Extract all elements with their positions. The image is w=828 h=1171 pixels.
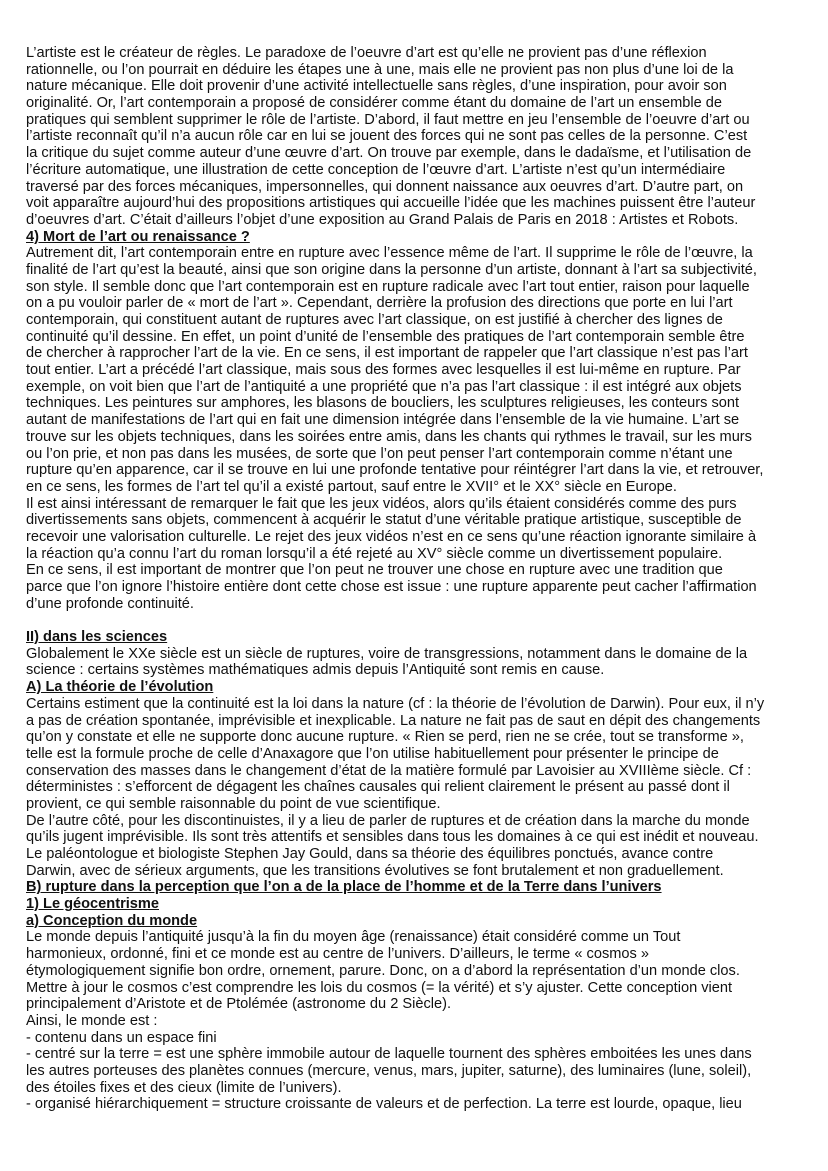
text-line: recevoir une valorisation culturelle. Le rejet des jeux vidéos n’est en ce sens qu’une réaction ignorante similaire à (26, 528, 757, 545)
text-line: des étoiles fixes et des cieux (limite de l’univers). (26, 1079, 342, 1096)
text-line: Mettre à jour le cosmos c’est comprendre les lois du cosmos (= la vérité) et s’y ajuster. Cette conception vient (26, 979, 733, 996)
text-line: son style. Il semble donc que l’art contemporain est en rupture radicale avec l’art tout entier, raison pour laquelle (26, 278, 750, 295)
text-line: De l’autre côté, pour les discontinuistes, il y a lieu de parler de ruptures et de création dans la marche du monde (26, 812, 750, 829)
text-line: finalité de l’art qu’est la beauté, ainsi que son origine dans la personne d’un artiste, donnant à l’art sa subjectivité, (26, 261, 757, 278)
paragraph (26, 245, 818, 495)
text-line: la réaction qu’a connu l’art du roman lorsqu’il a été rejeté au XV° siècle comme un divertissement populaire. (26, 545, 723, 562)
text-line: principalement d’Aristote et de Ptolémée (astronome du 2 Siècle). (26, 996, 452, 1013)
paragraph (26, 813, 818, 880)
text-line: Darwin, avec de sérieux arguments, que les transitions évolutives se font brutalement et non graduellement. (26, 862, 724, 879)
text-line: science : certains systèmes mathématiques admis depuis l’Antiquité sont remis en cause. (26, 662, 605, 679)
text-line: - organisé hiérarchiquement = structure croissante de valeurs et de perfection. La terre est lourde, opaque, lieu (26, 1096, 742, 1113)
text-line: traversé par des forces mécaniques, impersonnelles, qui donnent naissance aux oeuvres d’art. D’autre part, on (26, 178, 744, 195)
text-line: parce que l’on ignore l’histoire entière dont cette chose est issue : une rupture apparente peut cacher l’affirmation (26, 579, 757, 595)
text-line: Ainsi, le monde est : (26, 1012, 158, 1029)
paragraph (26, 1013, 818, 1030)
text-line: a pas de création spontanée, imprévisible et inexplicable. La nature ne fait pas de saut en dépit des changements (26, 712, 761, 729)
section-heading (26, 229, 818, 246)
paragraph (26, 696, 818, 813)
list-item (26, 1030, 818, 1047)
section-heading (26, 679, 818, 696)
text-line: l’artiste reconnaît qu’il n’a aucun rôle car en lui se jouent des forces qui ne sont pas celles de la personne. C’est (26, 128, 748, 145)
text-line: tout entier. L’art a précédé l’art classique, mais sous des formes avec lesquelles il est lui-même en rupture. Par (26, 362, 741, 379)
text-line: nature mécanique. Elle doit provenir d’une activité intellectuelle sans règles, d’une inspiration, pour avoir son (26, 78, 727, 95)
text-line: en ce sens, les formes de l’art tel qu’il a existé partout, sauf entre le XVII° et le XX° siècle en Europe. (26, 478, 677, 495)
text-line: de chercher à rapprocher l’art de la vie. En ce sens, il est important de rappeler que l’art classique n’est pas l’art (26, 345, 748, 362)
paragraph (26, 562, 818, 612)
text-line: 1) Le géocentrisme (26, 896, 160, 913)
text-line: conservation des masses dans le changement d’état de la matière formulé par Lavoisier au XVIIIème siècle. Cf : (26, 762, 752, 779)
text-line: d’oeuvres d’art. C’était d’ailleurs l’objet d’une exposition au Grand Palais de Paris en 2018 : Artistes et Robots. (26, 211, 739, 228)
paragraph (26, 45, 818, 229)
text-line: techniques. Les peintures sur amphores, les blasons de boucliers, les sculptures religieuses, les conteurs sont (26, 395, 740, 412)
text-line: Il est ainsi intéressant de remarquer le fait que les jeux vidéos, alors qu’ils étaient considérés comme des purs (26, 495, 737, 512)
text-line: autant de manifestations de l’art qui en fait une dimension intégrée dans l’ensemble de la vie humaine. L’art se (26, 412, 740, 429)
text-line: pratiques qui semblent supprimer le rôle de l’artiste. D’abord, il faut mettre en jeu l’ensemble de l’oeuvre d’art ou (26, 111, 750, 128)
text-line: originalité. Or, l’art contemporain a proposé de considérer comme étant du domaine de l’art un ensemble de (26, 95, 723, 112)
text-line: les autres porteuses des planètes connues (mercure, venus, mars, jupiter, saturne), des luminaires (lune, soleil), (26, 1062, 752, 1079)
text-line: exemple, on voit bien que l’art de l’antiquité a une propriété que n’a pas l’art classique : il est intégré aux objets (26, 378, 742, 395)
paragraph (26, 646, 818, 679)
text-line: - contenu dans un espace fini (26, 1029, 217, 1046)
text-line: d’une profonde continuité. (26, 595, 194, 612)
text-line: 4) Mort de l’art ou renaissance ? (26, 228, 250, 245)
text-line: voit apparaître aujourd’hui des propositions artistiques qui accueille l’idée que les machines puissent être l’auteur (26, 195, 756, 212)
text-line: Autrement dit, l’art contemporain entre en rupture avec l’essence même de l’art. Il supprime le rôle de l’œuvre, la (26, 245, 753, 262)
text-line: - centré sur la terre = est une sphère immobile autour de laquelle tournent des sphères emboitées les unes dans (26, 1046, 752, 1063)
text-line: L’artiste est le créateur de règles. Le paradoxe de l’oeuvre d’art est qu’elle ne provient pas d’une réflexion (26, 45, 707, 61)
text-line: II) dans les sciences (26, 629, 168, 646)
section-heading (26, 879, 818, 896)
text-line: continuité qu’il dessine. En effet, un point d’unité de l’ensemble des pratiques de l’art contemporain semble être (26, 328, 745, 345)
list-item (26, 1046, 818, 1096)
text-line: En ce sens, il est important de montrer que l’on peut ne trouver une chose en rupture avec une tradition que (26, 562, 723, 579)
text-line: A) La théorie de l’évolution (26, 679, 214, 696)
section-heading (26, 629, 818, 646)
text-line: B) rupture dans la perception que l’on a de la place de l’homme et de la Terre dans l’univers (26, 879, 662, 896)
text-line: ou l’on prie, et non pas dans les musées, de sorte que l’on peut penser l’art contemporain comme n’étant une (26, 445, 733, 462)
text-line: telle est la formule proche de celle d’Anaxagore que l’on utilise habituellement pour présenter le principe de (26, 745, 719, 762)
text-line: l’écriture automatique, une illustration de cette conception de l’œuvre d’art. L’artiste n’est qu’un intermédiaire (26, 161, 726, 178)
document-page (26, 45, 818, 1113)
text-line: qu’ils jugent imprévisible. Ils sont très attentifs et sensibles dans tous les domaines à ce qui est inédit et nouveau. (26, 829, 759, 846)
text-line: a) Conception du monde (26, 912, 198, 929)
text-line: harmonieux, ordonné, fini et ce monde est au centre de l’univers. D’ailleurs, le terme « cosmos » (26, 946, 649, 963)
text-line: Certains estiment que la continuité est la loi dans la nature (cf : la théorie de l’évolution de Darwin). Pour eux, il n’y (26, 695, 765, 712)
text-line: trouve sur les objets techniques, dans les soirées entre amis, dans les chants qui rythmes le travail, sur les murs (26, 428, 752, 445)
paragraph (26, 929, 818, 1012)
text-line: contemporain, qui constituent autant de ruptures avec l’art classique, on est justifié à chercher des lignes de (26, 312, 723, 328)
text-line: déterministes : s’efforcent de dégagent les chaînes causales qui relient clairement le présent au passé dont il (26, 779, 730, 796)
text-line: rationnelle, ou l’on pourrait en déduire les étapes une à une, mais elle ne provient pas non plus d’une loi de la (26, 61, 734, 78)
text-line: étymologiquement signifie bon ordre, ornement, parure. Donc, on a d’abord la représentation d’un monde clos. (26, 962, 740, 979)
text-line: on a pu vouloir parler de « mort de l’art ». Cependant, derrière la profusion des directions que porte en lui l’art (26, 295, 733, 312)
text-line: divertissements sans objets, commencent à acquérir le statut d’une véritable pratique artistique, susceptible de (26, 512, 742, 529)
list-item (26, 1096, 818, 1113)
spacer (26, 612, 818, 629)
text-line: la critique du sujet comme auteur d’une œuvre d’art. On trouve par exemple, dans le dadaïsme, et l’utilisation de (26, 145, 752, 162)
text-line: rupture qu’en apparence, car il se trouve en lui une profonde tentative pour réintégrer l’art dans la vie, et retrouver, (26, 462, 764, 479)
section-heading (26, 913, 818, 930)
text-line: provient, ce qui semble raisonnable du point de vue scientifique. (26, 795, 441, 812)
text-line: Le monde depuis l’antiquité jusqu’à la fin du moyen âge (renaissance) était considéré comme un Tout (26, 929, 681, 946)
text-line: qu’on y constate et elle ne supporte donc aucune rupture. « Rien se perd, rien ne se crée, tout se transforme », (26, 729, 744, 746)
text-line: Globalement le XXe siècle est un siècle de ruptures, voire de transgressions, notamment dans le domaine de la (26, 645, 748, 662)
paragraph (26, 496, 818, 563)
section-heading (26, 896, 818, 913)
text-line: Le paléontologue et biologiste Stephen Jay Gould, dans sa théorie des équilibres ponctués, avance contre (26, 846, 714, 862)
